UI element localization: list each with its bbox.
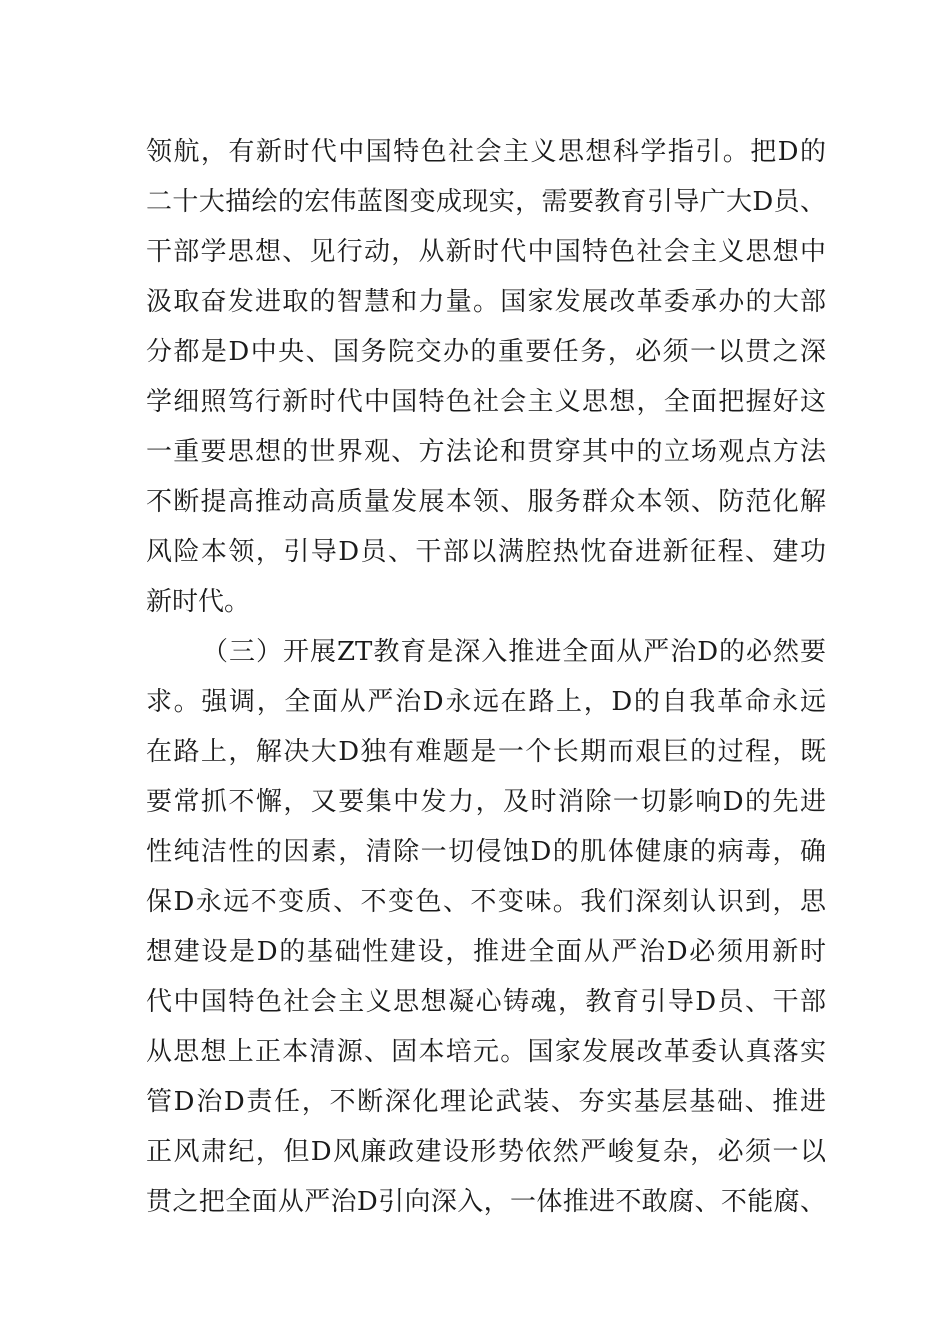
- text-line: 学细照笃行新时代中国特色社会主义思想，全面把握好这: [146, 387, 826, 417]
- text-line: 风险本领，引导D员、干部以满腔热忱奋进新征程、建功: [146, 537, 826, 567]
- text-line: 要常抓不懈，又要集中发力，及时消除一切影响D的先进: [146, 787, 826, 817]
- text-line: 分都是D中央、国务院交办的重要任务，必须一以贯之深: [146, 337, 826, 367]
- text-line: 求。强调，全面从严治D永远在路上，D的自我革命永远: [146, 687, 826, 717]
- text-line: 二十大描绘的宏伟蓝图变成现实，需要教育引导广大D员、: [146, 187, 826, 217]
- text-line: 想建设是D的基础性建设，推进全面从严治D必须用新时: [146, 937, 826, 967]
- text-line: 保D永远不变质、不变色、不变味。我们深刻认识到，思: [146, 887, 826, 917]
- body-text: [146, 127, 826, 1227]
- text-line: 一重要思想的世界观、方法论和贯穿其中的立场观点方法: [146, 437, 826, 467]
- text-line: 性纯洁性的因素，清除一切侵蚀D的肌体健康的病毒，确: [146, 837, 826, 867]
- text-line: 管D治D责任，不断深化理论武装、夯实基层基础、推进: [146, 1087, 826, 1117]
- text-line: 从思想上正本清源、固本培元。国家发展改革委认真落实: [146, 1037, 826, 1067]
- text-line: 领航，有新时代中国特色社会主义思想科学指引。把D的: [146, 137, 826, 167]
- text-line: 在路上，解决大D独有难题是一个长期而艰巨的过程，既: [146, 737, 826, 767]
- text-line: 干部学思想、见行动，从新时代中国特色社会主义思想中: [146, 237, 826, 267]
- text-line: 代中国特色社会主义思想凝心铸魂，教育引导D员、干部: [146, 987, 826, 1017]
- text-line: 不断提高推动高质量发展本领、服务群众本领、防范化解: [146, 487, 826, 517]
- text-line: 贯之把全面从严治D引向深入，一体推进不敢腐、不能腐、: [146, 1187, 826, 1217]
- text-line: 汲取奋发进取的智慧和力量。国家发展改革委承办的大部: [146, 287, 826, 317]
- section-heading-line: （三）开展ZT教育是深入推进全面从严治D的必然要: [202, 637, 826, 667]
- text-line: 新时代。: [146, 587, 251, 617]
- text-line: 正风肃纪，但D风廉政建设形势依然严峻复杂，必须一以: [146, 1137, 826, 1167]
